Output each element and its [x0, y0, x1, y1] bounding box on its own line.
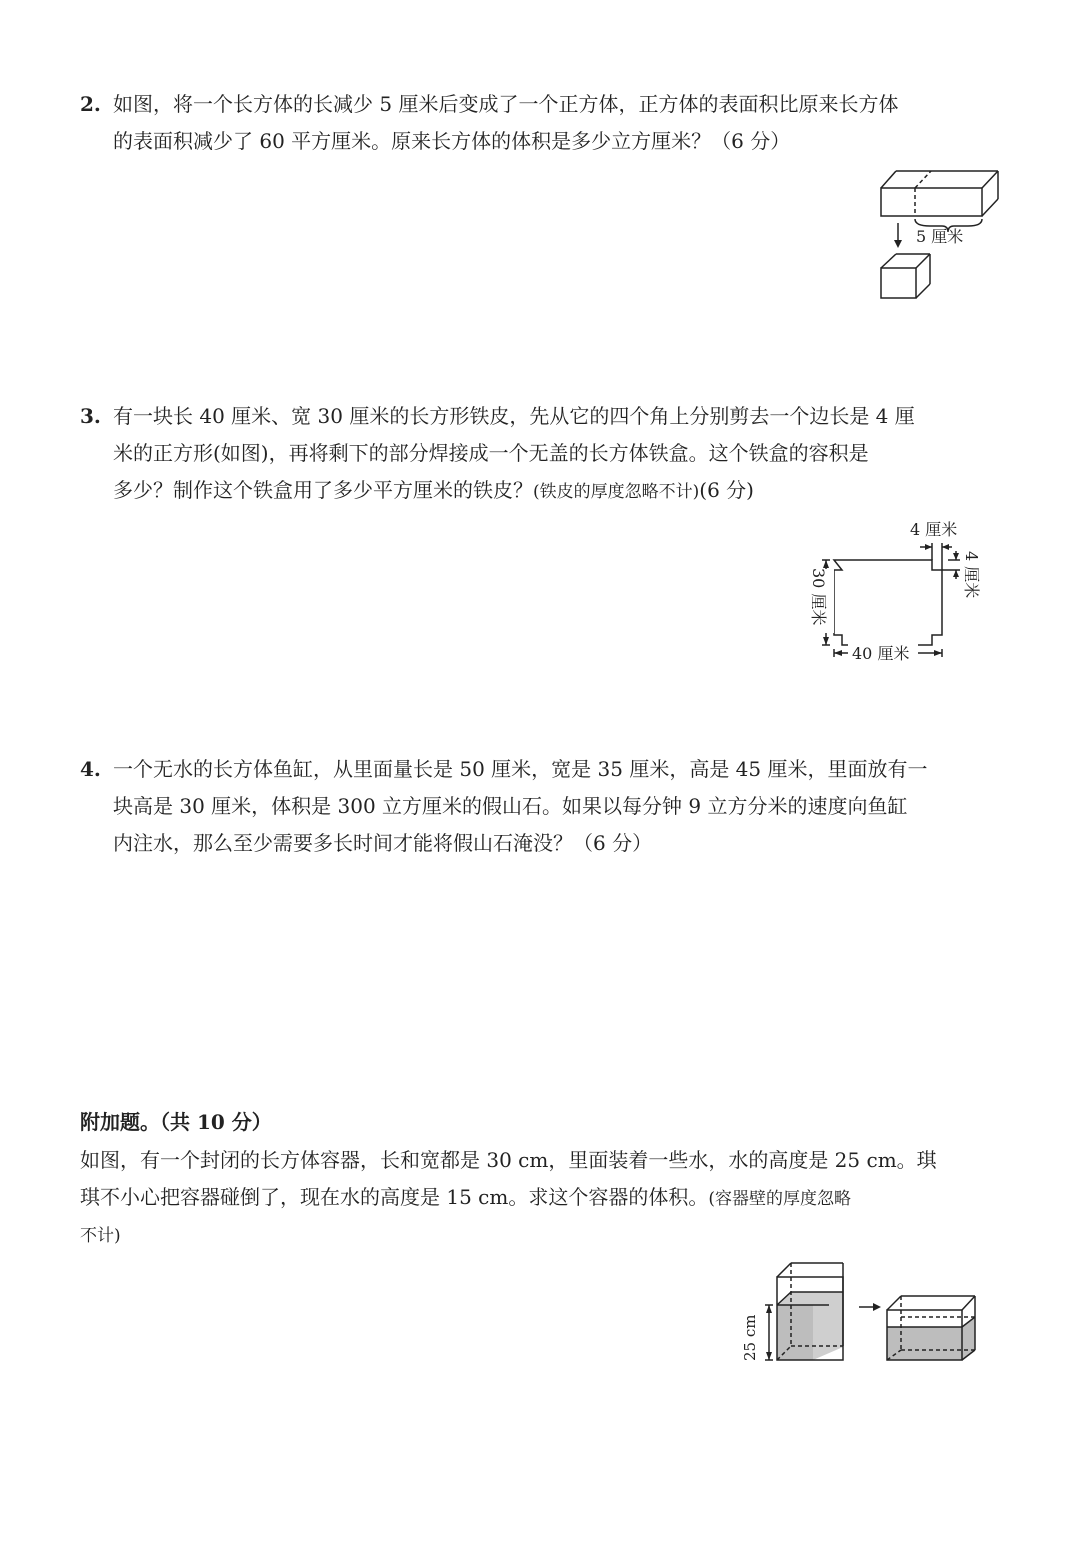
corner-height-label: 4 厘米 — [962, 551, 981, 599]
question-text: 米的正方形(如图)，再将剩下的部分焊接成一个无盖的长方体铁盒。这个铁盒的容积是 — [113, 441, 869, 465]
question-number: 4. — [80, 757, 101, 781]
question-number: 2. — [80, 92, 101, 116]
question-text: 如图，有一个封闭的长方体容器，长和宽都是 30 cm，里面装着一些水，水的高度是 25 cm。琪 — [80, 1148, 937, 1172]
question-text: 内注水，那么至少需要多长时间才能将假山石淹没？（6 分） — [113, 831, 653, 855]
question-score: (6 分) — [699, 478, 754, 502]
bonus-title: 附加题。（共 10 分） — [80, 1110, 272, 1134]
question-text: 琪不小心把容器碰倒了，现在水的高度是 15 cm。求这个容器的体积。 — [80, 1185, 709, 1209]
question-note: (容器壁的厚度忽略 — [708, 1189, 851, 1209]
question-4 — [80, 751, 992, 862]
question-note: 不计) — [80, 1226, 121, 1246]
width-label: 30 厘米 — [809, 568, 828, 626]
length-label: 40 厘米 — [852, 644, 910, 663]
question-text: 的表面积减少了 60 平方厘米。原来长方体的体积是多少立方厘米？（6 分） — [113, 129, 791, 153]
question-text: 块高是 30 厘米，体积是 300 立方厘米的假山石。如果以每分钟 9 立方分米的速度向鱼缸 — [113, 794, 908, 818]
bonus-question — [80, 1142, 992, 1255]
question-text: 多少？制作这个铁盒用了多少平方厘米的铁皮？ — [113, 478, 533, 502]
length-label: 5 厘米 — [916, 227, 964, 246]
question-text: 如图，将一个长方体的长减少 5 厘米后变成了一个正方体，正方体的表面积比原来长方体 — [113, 92, 899, 116]
question-text: 有一块长 40 厘米、宽 30 厘米的长方形铁皮，先从它的四个角上分别剪去一个边长是 4 厘 — [113, 404, 915, 428]
question-3 — [80, 398, 992, 511]
container-tipping-figure — [735, 1255, 1010, 1375]
corner-width-label: 4 厘米 — [910, 520, 958, 539]
water-height-label: 25 cm — [741, 1314, 759, 1361]
cuboid-to-cube-figure — [870, 160, 1070, 310]
question-number: 3. — [80, 404, 101, 428]
iron-sheet-figure — [800, 515, 1000, 675]
question-2 — [80, 86, 992, 160]
question-note: (铁皮的厚度忽略不计) — [533, 482, 700, 502]
question-text: 一个无水的长方体鱼缸，从里面量长是 50 厘米，宽是 35 厘米，高是 45 厘米，里面放有一 — [113, 757, 928, 781]
